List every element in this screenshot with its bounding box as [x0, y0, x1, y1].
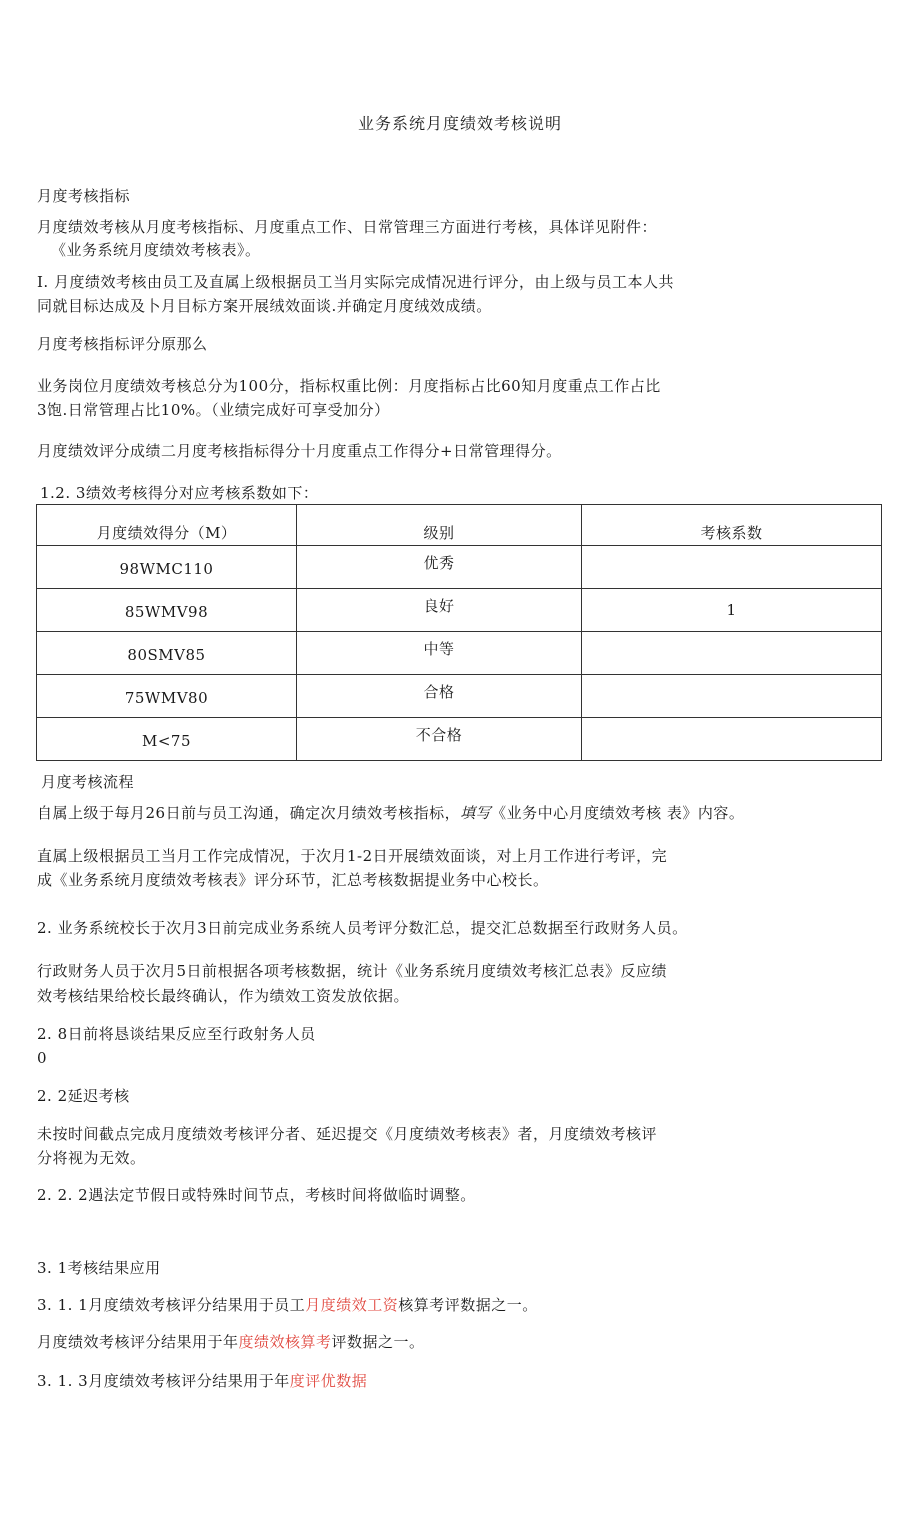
paragraph-12-part-a: 3. 1. 1月度绩效考核评分结果用于员工 [37, 1296, 306, 1314]
section-heading-process: 月度考核流程 [41, 773, 135, 791]
header-coefficient: 考核系数 [582, 505, 882, 546]
paragraph-10-line-1: 未按时间截点完成月度绩效考核评分者、延迟提交《月度绩效考核表》者，月度绩效考核评 [37, 1125, 658, 1143]
cell-coefficient [582, 718, 882, 761]
cell-level: 合格 [297, 675, 582, 718]
cell-score: 85WMV98 [37, 589, 297, 632]
paragraph-10-line-2: 分将视为无效。 [37, 1149, 146, 1167]
paragraph-3-line-1: 业务岗位月度绩效考核总分为100分，指标权重比例：月度指标占比60知月度重点工作占比 [37, 377, 661, 395]
cell-level: 不合格 [297, 718, 582, 761]
principle-heading: 月度考核指标评分原那么 [37, 335, 208, 353]
paragraph-6-line-1: 直属上级根据员工当月工作完成情况，于次月1-2日开展绩效面谈，对上月工作进行考评，完 [37, 847, 668, 865]
section-heading-indicators: 月度考核指标 [37, 187, 131, 205]
paragraph-3-line-2: 3饱.日常管理占比10%。（业绩完成好可享受加分） [37, 401, 390, 419]
paragraph-1-line-2: 《业务系统月度绩效考核表》。 [51, 241, 261, 259]
paragraph-2-line-2: 同就目标达成及卜月目标方案开展绒效面谈.并确定月度绒效成绩。 [37, 297, 492, 315]
delay-heading: 2. 2延迟考核 [37, 1087, 130, 1105]
header-level: 级别 [297, 505, 582, 546]
paragraph-14-part-a: 3. 1. 3月度绩效考核评分结果用于年 [37, 1372, 290, 1390]
header-score: 月度绩效得分（M） [37, 505, 297, 546]
paragraph-7: 2. 业务系统校长于次月3日前完成业务系统人员考评分数汇总，提交汇总数据至行政财务人员。 [37, 919, 688, 937]
table-row [37, 675, 882, 718]
paragraph-13-highlight: 度绩效核算考 [238, 1333, 332, 1351]
cell-level: 中等 [297, 632, 582, 675]
paragraph-14 [37, 1371, 367, 1391]
table-row [37, 632, 882, 675]
paragraph-8-line-2: 效考核结果给校长最终确认，作为绩效工资发放依据。 [37, 987, 410, 1005]
paragraph-14-highlight: 度评优数据 [289, 1372, 368, 1390]
cell-level: 良好 [297, 589, 582, 632]
table-caption: 1.2. 3绩效考核得分对应考核系数如下： [40, 484, 319, 502]
table-row [37, 718, 882, 761]
paragraph-6-line-2: 成《业务系统月度绩效考核表》评分环节，汇总考核数据提业务中心校长。 [37, 871, 549, 889]
paragraph-4: 月度绩效评分成绩二月度考核指标得分十月度重点工作得分+日常管理得分。 [37, 442, 562, 460]
cell-score: M<75 [37, 718, 297, 761]
paragraph-9-line-2: 0 [37, 1049, 48, 1067]
paragraph-2-line-1: I. 月度绩效考核由员工及直属上级根据员工当月实际完成情况进行评分，由上级与员工本人共 [37, 273, 674, 291]
paragraph-12-highlight: 月度绩效工资 [305, 1296, 399, 1314]
table-header-row [37, 505, 882, 546]
paragraph-12-part-c: 核算考评数据之一。 [398, 1296, 538, 1314]
table-row [37, 589, 882, 632]
paragraph-13 [37, 1332, 425, 1352]
paragraph-12 [37, 1295, 538, 1315]
cell-score: 75WMV80 [37, 675, 297, 718]
paragraph-8-line-1: 行政财务人员于次月5日前根据各项考核数据，统计《业务系统月度绩效考核汇总表》反应绩 [37, 962, 668, 980]
document-title: 业务系统月度绩效考核说明 [357, 114, 562, 133]
paragraph-9-line-1: 2. 8日前将恳谈结果反应至行政射务人员 [37, 1025, 316, 1043]
section-heading-results: 3. 1考核结果应用 [37, 1259, 161, 1277]
cell-coefficient [582, 546, 882, 589]
table-row [37, 546, 882, 589]
paragraph-5-part-a: 自属上级于每月26日前与员工沟通，确定次月绩效考核指标， [37, 804, 461, 822]
paragraph-5-part-b: 填写 [460, 804, 492, 822]
paragraph-5-part-c: 《业务中心月度绩效考核 表》内容。 [491, 804, 745, 822]
cell-coefficient: 1 [582, 589, 882, 632]
cell-coefficient [582, 675, 882, 718]
cell-level: 优秀 [297, 546, 582, 589]
grade-coefficient-table [36, 504, 882, 761]
paragraph-13-part-c: 评数据之一。 [331, 1333, 425, 1351]
paragraph-5 [37, 803, 744, 823]
paragraph-11: 2. 2. 2遇法定节假日或特殊时间节点，考核时间将做临时调整。 [37, 1186, 476, 1204]
cell-score: 80SMV85 [37, 632, 297, 675]
cell-coefficient [582, 632, 882, 675]
cell-score: 98WMC110 [37, 546, 297, 589]
paragraph-1-line-1: 月度绩效考核从月度考核指标、月度重点工作、日常管理三方面进行考核，具体详见附件： [37, 218, 658, 236]
paragraph-13-part-a: 月度绩效考核评分结果用于年 [37, 1333, 239, 1351]
